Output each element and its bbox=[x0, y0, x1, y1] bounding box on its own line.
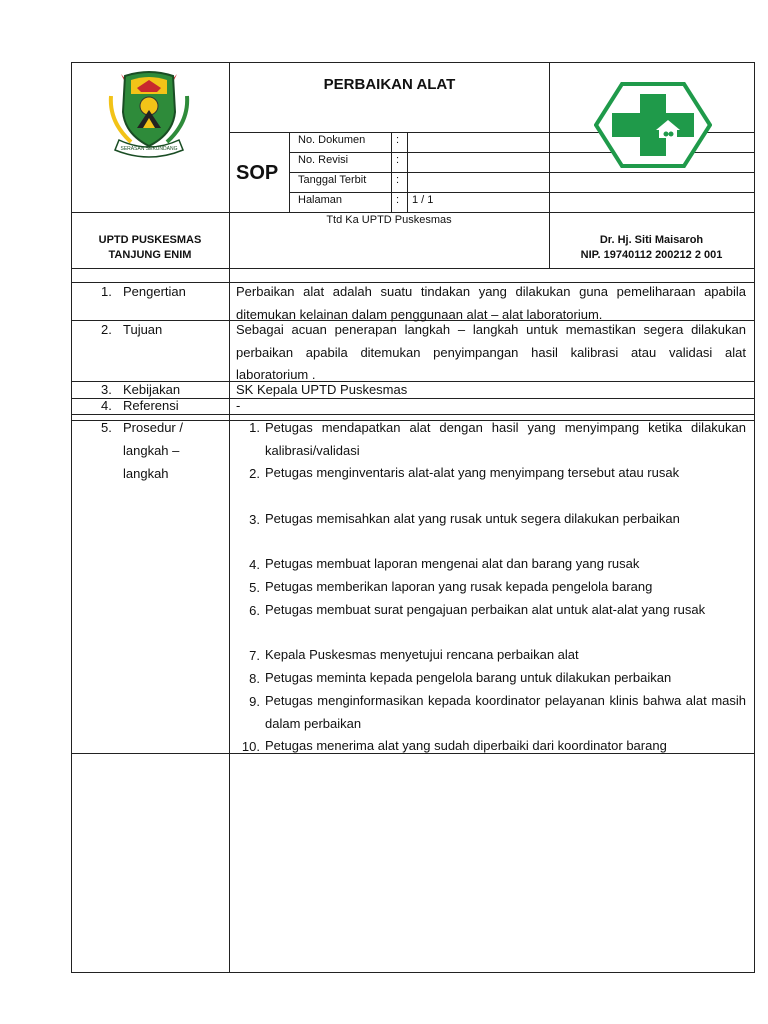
step-number: 2. bbox=[249, 466, 260, 481]
meta-col-divider bbox=[289, 132, 290, 212]
table-border-left bbox=[71, 62, 72, 973]
section-num-pengertian: 1. bbox=[101, 284, 112, 299]
kebijakan-text: SK Kepala UPTD Puskesmas bbox=[236, 382, 408, 397]
meta-label-dokumen: No. Dokumen bbox=[298, 134, 366, 146]
cross-house-dot-a bbox=[664, 132, 669, 137]
tujuan-text: Sebagai acuan penerapan langkah – langkah untuk memastikan segera dilakukan perbaikan apabila ditemukan penyimpangan hasil kalibrasi atau validasi alat laboratorium . bbox=[236, 322, 746, 382]
header-end-line bbox=[71, 268, 755, 269]
table-border-right bbox=[754, 62, 755, 973]
step-text: Petugas menginventaris alat-alat yang menyimpang tersebut atau rusak bbox=[265, 465, 680, 480]
section-line-5 bbox=[71, 414, 755, 415]
logo-banner-text: SERASAN SEKUNDANG bbox=[120, 146, 178, 152]
meta-line-2 bbox=[289, 172, 754, 173]
step-number: 8. bbox=[249, 671, 260, 686]
meta-value-halaman: 1 / 1 bbox=[412, 194, 434, 206]
meta-colon-3: : bbox=[396, 194, 400, 206]
step-text: Petugas memberikan laporan yang rusak kepada pengelola barang bbox=[265, 579, 653, 594]
referensi-text: - bbox=[236, 398, 241, 413]
cross-horizontal bbox=[612, 113, 694, 137]
step-text: Petugas meminta kepada pengelola barang untuk dilakukan perbaikan bbox=[265, 670, 672, 685]
org-name-line2: TANJUNG ENIM bbox=[108, 249, 192, 261]
cross-house-dot-b bbox=[669, 132, 674, 137]
step-number: 7. bbox=[249, 648, 260, 663]
pengertian-text: Perbaikan alat adalah suatu tindakan yang dilakukan guna pemeliharaan apabila ditemukan kelainan dalam penggunaan alat – alat laboratorium. bbox=[236, 284, 746, 322]
step-number: 6. bbox=[249, 603, 260, 618]
column-divider-main bbox=[229, 62, 230, 973]
section-label-prosedur-1: Prosedur / bbox=[123, 420, 183, 435]
meta-line-3 bbox=[289, 192, 754, 193]
step-number: 5. bbox=[249, 580, 260, 595]
sop-label: SOP bbox=[236, 162, 279, 184]
section-label-kebijakan: Kebijakan bbox=[123, 382, 181, 397]
meta-label-revisi: No. Revisi bbox=[298, 154, 349, 166]
step-text: Petugas memisahkan alat yang rusak untuk segera dilakukan perbaikan bbox=[265, 511, 680, 526]
step-number: 1. bbox=[249, 420, 260, 435]
meta-label-terbit: Tanggal Terbit bbox=[298, 174, 367, 186]
step-number: 3. bbox=[249, 512, 260, 527]
section-label-prosedur-2: langkah – bbox=[123, 443, 180, 458]
org-name-line1: UPTD PUSKESMAS bbox=[98, 234, 202, 246]
section-label-referensi: Referensi bbox=[123, 398, 179, 413]
section-label-prosedur-3: langkah bbox=[123, 466, 169, 481]
step-text: Petugas membuat surat pengajuan perbaikan alat untuk alat-alat yang rusak bbox=[265, 602, 706, 617]
meta-colon-1: : bbox=[396, 154, 400, 166]
section-num-kebijakan: 3. bbox=[101, 382, 112, 397]
meta-colon-divider-a bbox=[391, 132, 392, 212]
step-text: Petugas menerima alat yang sudah diperbaiki dari koordinator barang bbox=[265, 738, 667, 753]
step-number: 10. bbox=[241, 739, 260, 754]
puskesmas-logo bbox=[594, 82, 712, 168]
step-text: Petugas mendapatkan alat dengan hasil yang menyimpang ketika dilakukan kalibrasi/validasi bbox=[265, 420, 746, 458]
section-label-pengertian: Pengertian bbox=[123, 284, 186, 299]
step-text: Petugas menginformasikan kepada koordinator pelayanan klinis bahwa alat masih dalam perbaikan bbox=[265, 693, 746, 731]
document-title: PERBAIKAN ALAT bbox=[323, 76, 456, 93]
meta-colon-0: : bbox=[396, 134, 400, 146]
section-label-tujuan: Tujuan bbox=[123, 322, 163, 337]
signer-name: Dr. Hj. Siti Maisaroh bbox=[599, 234, 704, 246]
signature-label: Ttd Ka UPTD Puskesmas bbox=[326, 214, 452, 226]
step-number: 9. bbox=[249, 694, 260, 709]
signer-nip: NIP. 19740112 200212 2 001 bbox=[580, 249, 723, 261]
table-border-top bbox=[71, 62, 755, 63]
step-number: 4. bbox=[249, 557, 260, 572]
section-num-referensi: 4. bbox=[101, 398, 112, 413]
table-border-bottom bbox=[71, 972, 755, 973]
section-num-prosedur: 5. bbox=[101, 420, 112, 435]
meta-label-halaman: Halaman bbox=[298, 194, 343, 206]
section-num-tujuan: 2. bbox=[101, 322, 112, 337]
step-text: Petugas membuat laporan mengenai alat dan barang yang rusak bbox=[265, 556, 640, 571]
meta-colon-divider-b bbox=[407, 132, 408, 212]
step-text: Kepala Puskesmas menyetujui rencana perbaikan alat bbox=[265, 647, 579, 662]
header-line-bottom bbox=[71, 212, 755, 213]
meta-colon-2: : bbox=[396, 174, 400, 186]
regency-logo bbox=[101, 66, 197, 160]
